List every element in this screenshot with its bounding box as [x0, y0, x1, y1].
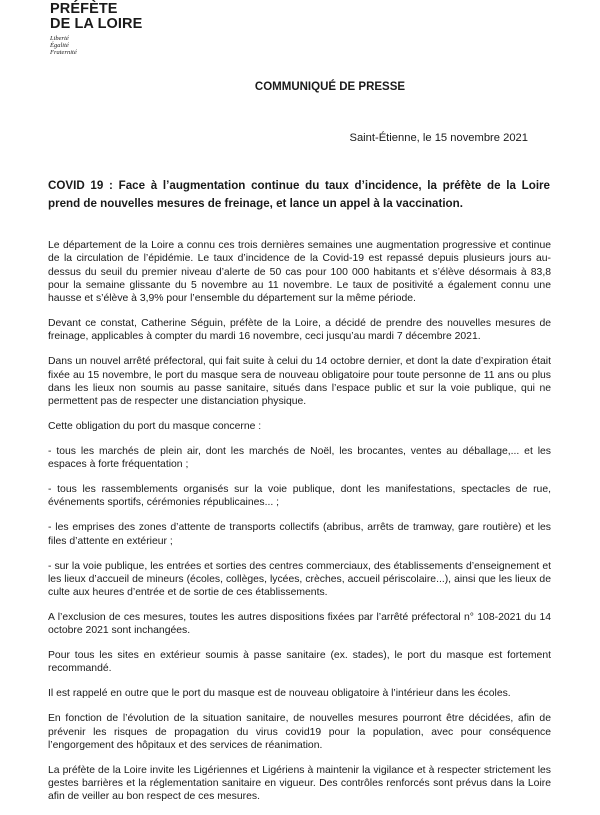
list-item-transport: - les emprises des zones d’attente de transports collectifs (abribus, arrêts de tramway, gare routière) et les files d’attente en extérieur ; — [48, 522, 551, 547]
paragraph-obligation-intro: Cette obligation du port du masque concerne : — [48, 421, 262, 433]
paragraph-arrete: Dans un nouvel arrêté préfectoral, qui fait suite à celui du 14 octobre dernier, et dont la date d’expiration était fixée au 15 novembre, le port du masque sera de nouveau obligatoire pour toute personne de 11 ans ou plus dans les lieux non soumis au passe sanitaire, situés dans l’espace public et sur la voie publique, qui ne permettent pas de respecter une distanciation physique. — [48, 356, 551, 408]
prefecture-logo — [50, 2, 142, 57]
motto-fraternite: Fraternité — [50, 49, 77, 57]
list-item-markets: - tous les marchés de plein air, dont les marchés de Noël, les brocantes, ventes au déballage,... et les espaces à forte fréquentation ; — [48, 445, 551, 471]
place-and-date: Saint-Étienne, le 15 novembre 2021 — [349, 132, 528, 144]
press-body — [48, 239, 551, 815]
paragraph-exclusions: A l’exclusion de ces mesures, toutes les autres dispositions fixées par l’arrêté préfectoral n° 108-2021 du 14 octobre 2021 sont inchangées. — [48, 611, 551, 637]
paragraph-decision: Devant ce constat, Catherine Séguin, préfète de la Loire, a décidé de prendre des nouvelles mesures de freinage, applicables à compter du mardi 16 novembre, ceci jusqu’au mardi 7 décembre 2021. — [48, 318, 551, 343]
list-item-gatherings: - tous les rassemblements organisés sur la voie publique, dont les manifestations, spectacles de rue, événements sportifs, cérémonies républicaines... ; — [48, 484, 551, 509]
motto-liberte: Liberté — [50, 35, 69, 42]
document-type-title: COMMUNIQUÉ DE PRESSE — [254, 81, 406, 93]
logo-line-2: DE LA LOIRE — [50, 16, 143, 32]
motto-egalite: Égalité — [50, 42, 69, 50]
list-item-public-road: - sur la voie publique, les entrées et sorties des centres commerciaux, des établissements d’enseignement et les lieux d’accueil de mineurs (écoles, collèges, lycées, crèches, accueil périscolaire...), ainsi que les lieux de culte aux heures d’entrée et de sortie de ces établissements. — [48, 560, 551, 599]
logo-line-1: PRÉFÈTE — [50, 1, 118, 17]
paragraph-vigilance: La préfète de la Loire invite les Ligériennes et Ligériens à maintenir la vigilance et à respecter strictement les gestes barrières et la réglementation sanitaire en vigueur. Des contrôles renforcés sont prévus dans la Loire afin de veiller au bon respect de ces mesures. — [48, 764, 551, 803]
press-headline: COVID 19 : Face à l’augmentation continue du taux d’incidence, la préfète de la Loire prend de nouvelles mesures de freinage, et lance un appel à la vaccination. — [48, 179, 550, 210]
paragraph-future-measures: En fonction de l’évolution de la situation sanitaire, de nouvelles mesures pourront être décidées, afin de prévenir les risques de propagation du virus covid19 pour la population, avec pour conséquence l’engorgement des hôpitaux et des services de réanimation. — [48, 713, 551, 751]
paragraph-schools: Il est rappelé en outre que le port du masque est de nouveau obligatoire à l’intérieur dans les écoles. — [48, 688, 511, 700]
paragraph-context: Le département de la Loire a connu ces trois dernières semaines une augmentation progressive et continue de la circulation de l’épidémie. Le taux d’incidence de la Covid-19 est repassé depuis plusieurs jours au-dessus du seuil du premier niveau d’alerte de 50 cas pour 100 000 habitants et s’élève désormais à 83,8 pour la semaine glissante du 5 novembre au 11 novembre. Le taux de positivité a également connu une hausse et s’élève à 3,9% pour l’ensemble du département sur la même période. — [48, 240, 551, 305]
paragraph-outdoor-sites: Pour tous les sites en extérieur soumis à passe sanitaire (ex. stades), le port du masque est fortement recommandé. — [48, 650, 551, 675]
logo-motto — [50, 35, 142, 57]
